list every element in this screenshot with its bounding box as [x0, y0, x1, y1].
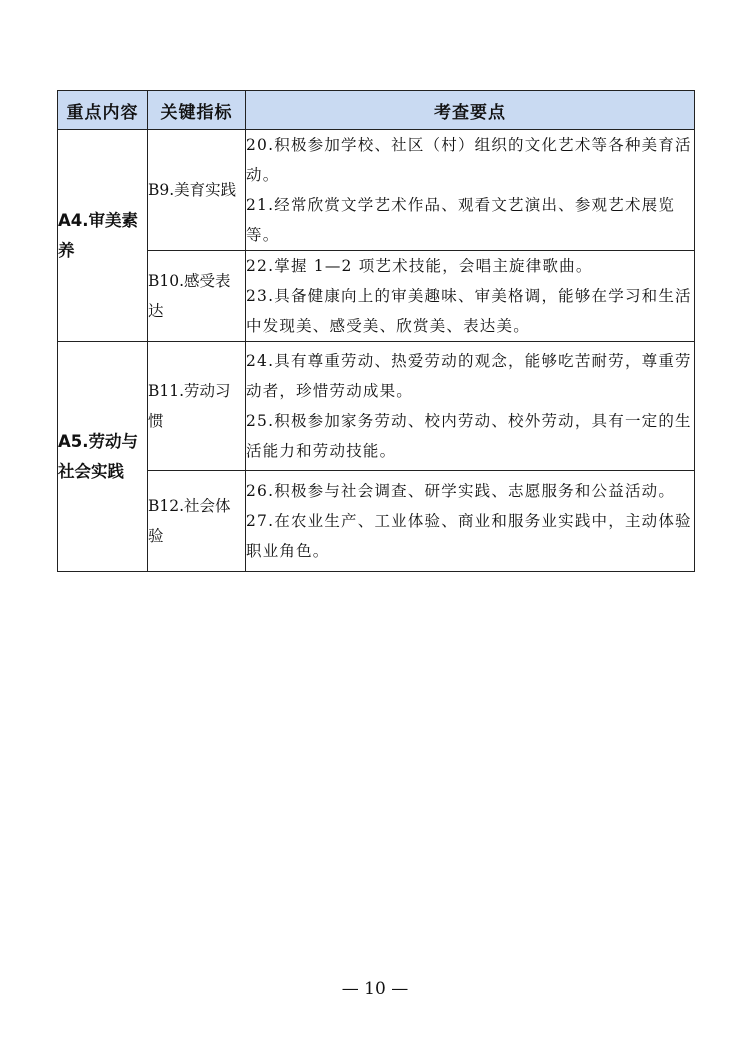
points-b11: [246, 342, 695, 471]
points-b9: [246, 130, 695, 251]
indicator-b11: B11.劳动习惯: [148, 342, 246, 471]
table-row: [58, 342, 695, 471]
header-key-indicator: 关键指标: [148, 91, 246, 130]
table-row: [58, 130, 695, 251]
point-20: 20.积极参加学校、社区（村）组织的文化艺术等各种美育活动。: [246, 136, 692, 184]
table-row: [58, 251, 695, 342]
point-24: 24.具有尊重劳动、热爱劳动的观念，能够吃苦耐劳，尊重劳动者，珍惜劳动成果。: [246, 352, 692, 400]
category-a5: A5.劳动与社会实践: [58, 342, 148, 572]
points-b12: [246, 471, 695, 572]
point-26: 26.积极参与社会调查、研学实践、志愿服务和公益活动。: [246, 482, 676, 500]
point-23: 23.具备健康向上的审美趣味、审美格调，能够在学习和生活中发现美、感受美、欣赏美、表达美。: [246, 287, 692, 335]
table-header-row: [58, 91, 695, 130]
indicator-b9: B9.美育实践: [148, 130, 246, 251]
points-b10: [246, 251, 695, 342]
point-21: 21.经常欣赏文学艺术作品、观看文艺演出、参观艺术展览等。: [246, 196, 676, 244]
point-25: 25.积极参加家务劳动、校内劳动、校外劳动，具有一定的生活能力和劳动技能。: [246, 412, 692, 460]
page-number: — 10 —: [341, 979, 409, 999]
point-22: 22.掌握 1—2 项艺术技能，会唱主旋律歌曲。: [246, 257, 593, 275]
point-27: 27.在农业生产、工业体验、商业和服务业实践中，主动体验职业角色。: [246, 512, 692, 560]
evaluation-table: [57, 90, 695, 572]
table-row: [58, 471, 695, 572]
header-check-points: 考查要点: [246, 91, 695, 130]
indicator-b10: B10.感受表达: [148, 251, 246, 342]
indicator-b12: B12.社会体验: [148, 471, 246, 572]
header-key-content: 重点内容: [58, 91, 148, 130]
category-a4: A4.审美素养: [58, 130, 148, 342]
